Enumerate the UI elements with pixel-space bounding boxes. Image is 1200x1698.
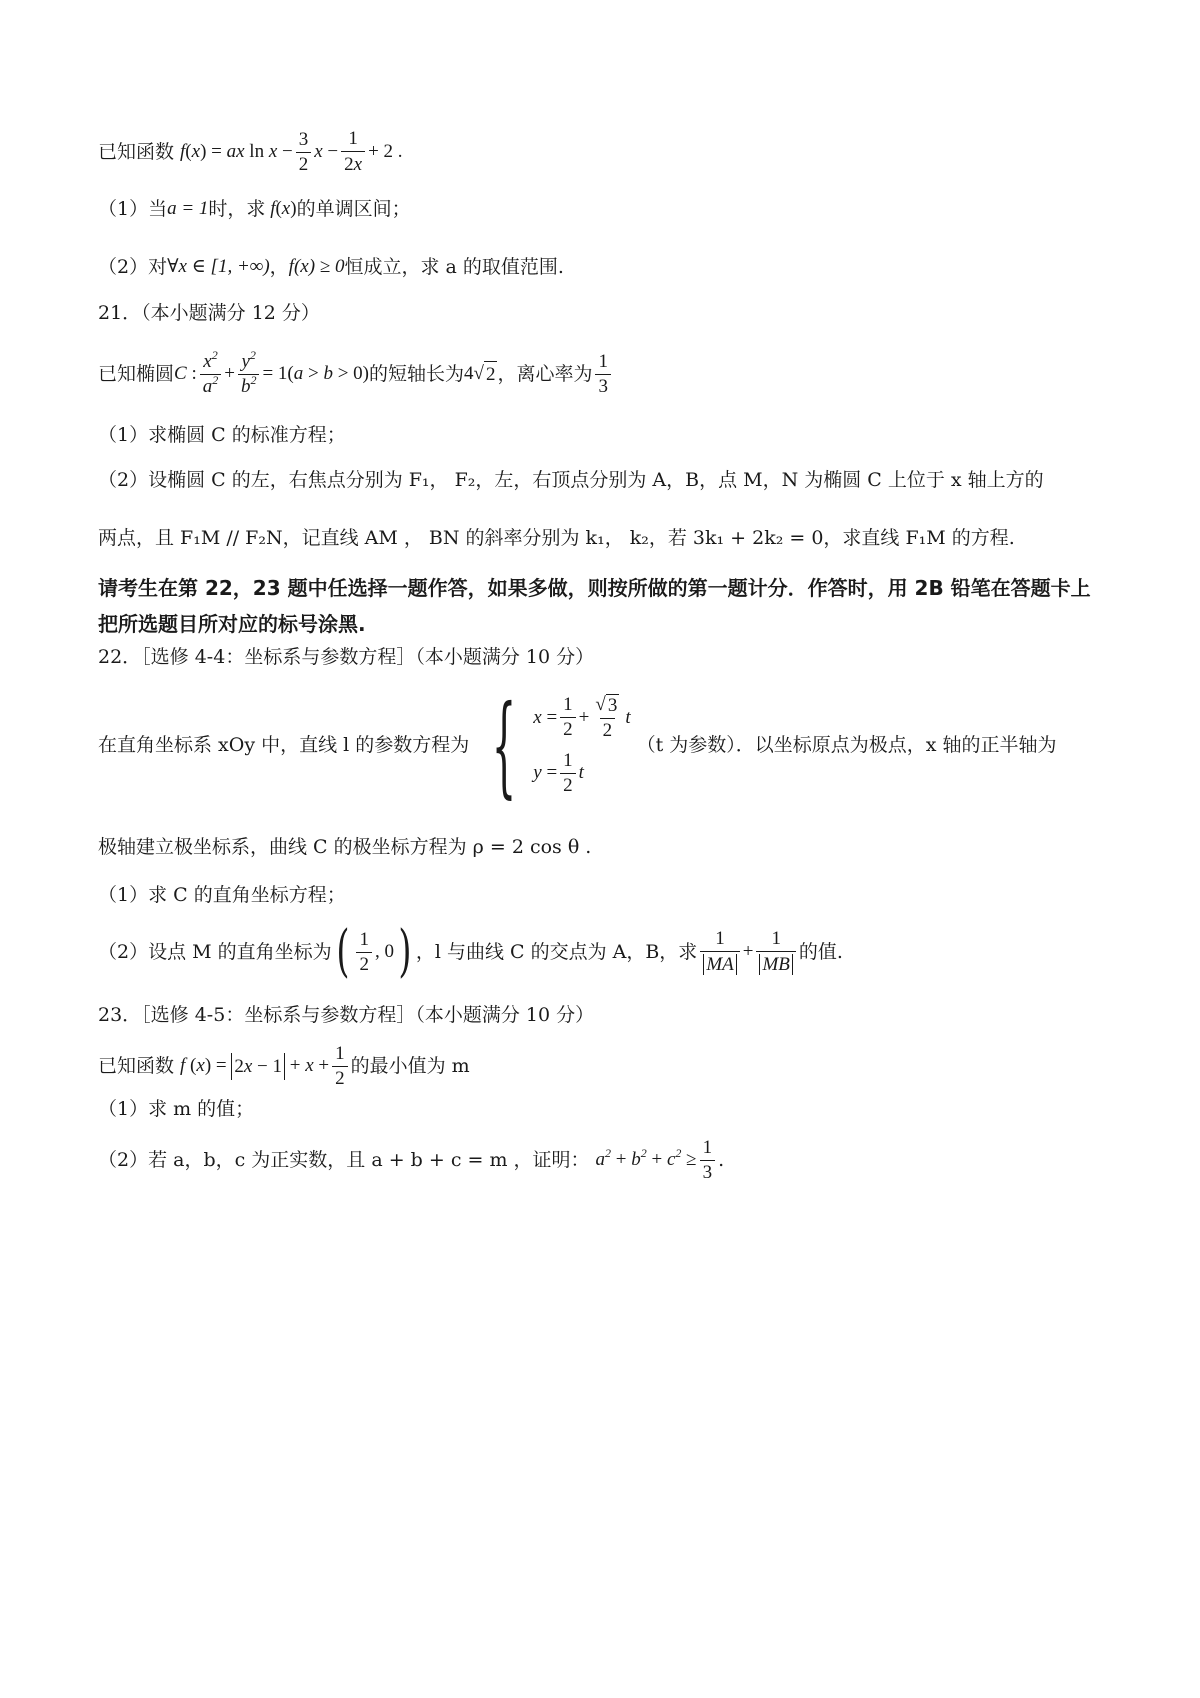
q21-part2-line1: （2）设椭圆 C 的左，右焦点分别为 F₁， F₂，左，右顶点分别为 A，B，点 M，N 为椭圆 C 上位于 x 轴上方的 [98, 469, 1044, 491]
q23-part2: （2）若 a，b，c 为正实数，且 a + b + c = m ，证明： $a^2$ + $b^2$ + $c^2$ ≥ $\frac{1}{3}$ . [98, 1136, 725, 1183]
selection-notice: 请考生在第 22，23 题中任选择一题作答，如果多做，则按所做的第一题计分．作答时，用 2B 铅笔在答题卡上把所选题目所对应的标号涂黑. [98, 576, 1091, 636]
frac-x2-a2: $\frac{x^2}{a^2}$ [200, 351, 222, 398]
q22-part1: （1）求 C 的直角坐标方程； [98, 884, 346, 906]
frac-1-3: $\frac{1}{3}$ [595, 351, 611, 398]
q22-part2: （2）设点 M 的直角坐标为 ( $\frac{1}{2}$ , 0 ) ，l 与曲线 C 的交点为 A，B，求 $\frac{1}{MA}$ + $\frac{1}{MB}$ 的值. [98, 919, 843, 984]
sqrt-2: √ 2 [474, 361, 498, 388]
q23-stem: 已知函数 f ( x ) = 2x − 1 + x + $\frac{1}{2}$ 的最小值为 m [98, 1042, 470, 1089]
q20-part1: （1）当 a = 1 时，求 f ( x ) 的单调区间； [98, 198, 411, 220]
frac-3-2: $\frac{3}{2}$ [296, 129, 312, 176]
q23-header: 23．［选修 4-5：坐标系与参数方程］（本小题满分 10 分） [98, 1004, 595, 1026]
frac-1-2x: $\frac{1}{2x}$ [341, 128, 365, 176]
q22-header: 22．［选修 4-4：坐标系与参数方程］（本小题满分 10 分） [98, 646, 595, 668]
frac-1-mb: $\frac{1}{MB}$ [756, 928, 795, 976]
q21-header: 21．（本小题满分 12 分） [98, 302, 320, 324]
q21-part2-line2: 两点，且 F₁M // F₂N，记直线 AM ， BN 的斜率分别为 k₁， k₂，若 3k₁ + 2k₂ = 0，求直线 F₁M 的方程. [98, 527, 1015, 549]
q20-part2: （2）对 ∀x ∈ [1, +∞) ， f(x) ≥ 0 恒成立，求 a 的取值范围. [98, 256, 564, 278]
frac-y2-b2: $\frac{y^2}{b^2}$ [238, 351, 260, 398]
q22-stem-cont: 极轴建立极坐标系，曲线 C 的极坐标方程为 ρ = 2 cos θ . [98, 836, 592, 858]
parametric-system: { x = $\frac{1}{2}$ + √ 3 2 t y = $\frac{1}{2}$ t [492, 681, 631, 809]
q22-stem: 在直角坐标系 xOy 中，直线 l 的参数方程为 { x = $\frac{1}{2}$ + √ 3 2 t y = $\frac{1}{2}$ t （t 为参数）．以坐标原点为极点，x 轴的正半轴为 [98, 681, 1057, 809]
q20-stem-prefix: 已知函数 [98, 141, 175, 163]
q21-stem: 已知椭圆 C : $\frac{x^2}{a^2}$ + $\frac{y^2}{b^2}$ = 1( a > b > 0) 的短轴长为 4 √ 2 ，离心率为 $\frac{1}{3}$ [98, 346, 1110, 402]
q20-function-formula: f [180, 141, 186, 162]
q23-part1: （1）求 m 的值； [98, 1098, 255, 1120]
frac-1-ma: $\frac{1}{MA}$ [700, 928, 739, 976]
q20-stem: 已知函数 f ( x ) = ax ln x − $\frac{3}{2}$ x − $\frac{1}{2x}$ + 2 . [98, 128, 403, 175]
q21-part1: （1）求椭圆 C 的标准方程； [98, 424, 346, 446]
